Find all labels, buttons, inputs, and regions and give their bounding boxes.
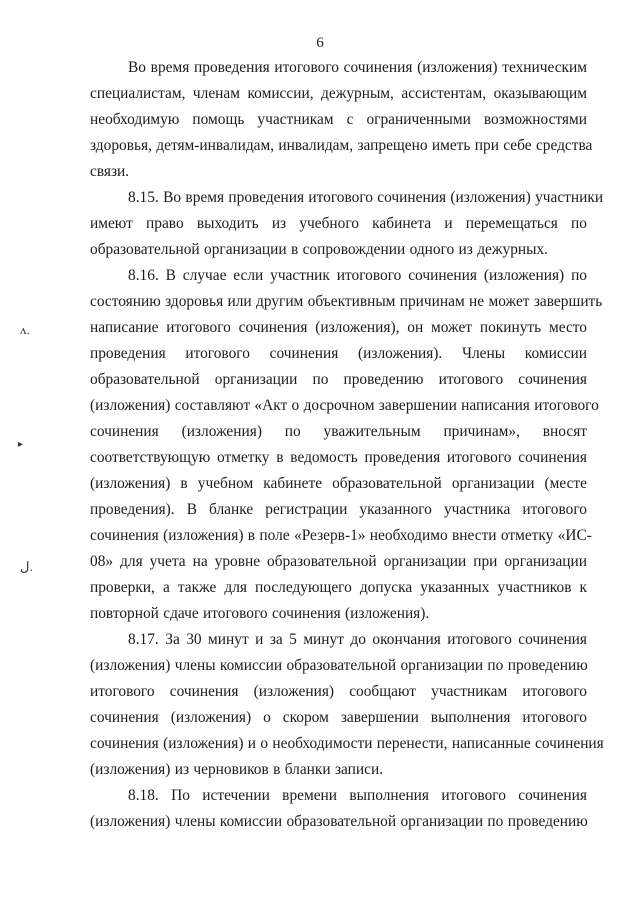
- text-line: 8.17. За 30 минут и за 5 минут до окончания итогового сочинения: [128, 631, 587, 648]
- text-line: написание итогового сочинения (изложения), он может покинуть место: [90, 319, 587, 336]
- text-line: необходимую помощь участникам с ограниченными возможностями: [90, 111, 587, 128]
- text-line: соответствующую отметку в ведомость проведения итогового сочинения: [90, 449, 587, 466]
- text-line: сочинения (изложения) о скором завершении выполнения итогового: [90, 709, 587, 726]
- text-line: (изложения) члены комиссии образовательной организации по проведению: [90, 813, 588, 830]
- margin-mark: ▸: [18, 439, 24, 450]
- text-line: повторной сдаче итогового сочинения (изложения).: [90, 605, 430, 622]
- text-line: (изложения) составляют «Акт о досрочном завершении написания итогового: [90, 397, 599, 414]
- text-line: проведения итогового сочинения (изложения). Члены комиссии: [90, 345, 587, 362]
- text-line: образовательной организации в сопровождении одного из дежурных.: [90, 241, 549, 258]
- text-line: 8.16. В случае если участник итогового сочинения (изложения) по: [128, 267, 587, 284]
- text-line: 8.18. По истечении времени выполнения итогового сочинения: [128, 787, 587, 804]
- text-line: сочинения (изложения) по уважительным причинам», вносят: [90, 423, 587, 440]
- text-line: связи.: [90, 163, 130, 180]
- text-line: Во время проведения итогового сочинения (изложения) техническим: [128, 59, 587, 76]
- margin-mark: ل.: [20, 559, 33, 574]
- text-line: специалистам, членам комиссии, дежурным, ассистентам, оказывающим: [90, 85, 587, 102]
- text-line: здоровья, детям-инвалидам, инвалидам, запрещено иметь при себе средства: [90, 137, 593, 154]
- text-line: (изложения) из черновиков в бланки записи.: [90, 761, 384, 778]
- text-line: образовательной организации по проведению итогового сочинения: [90, 371, 587, 388]
- margin-mark: ʌ.: [20, 322, 30, 337]
- text-line: (изложения) в учебном кабинете образовательной организации (месте: [90, 475, 587, 492]
- text-line: проведения). В бланке регистрации указанного участника итогового: [90, 501, 587, 518]
- text-line: сочинения (изложения) и о необходимости перенести, написанные сочинения: [90, 735, 604, 752]
- text-line: проверки, а также для последующего допуска указанных участников к: [90, 579, 587, 596]
- text-line: 08» для учета на уровне образовательной организации при организации: [90, 553, 587, 570]
- text-line: состоянию здоровья или другим объективным причинам не может завершить: [90, 293, 603, 310]
- text-line: сочинения (изложения) в поле «Резерв-1» необходимо внести отметку «ИС-: [90, 527, 592, 544]
- page-number: 6: [316, 35, 324, 51]
- text-line: 8.15. Во время проведения итогового сочинения (изложения) участники: [128, 189, 604, 206]
- text-line: итогового сочинения (изложения) сообщают участникам итогового: [90, 683, 587, 700]
- text-line: имеют право выходить из учебного кабинета и перемещаться по: [90, 215, 587, 232]
- text-line: (изложения) члены комиссии образовательной организации по проведению: [90, 657, 588, 674]
